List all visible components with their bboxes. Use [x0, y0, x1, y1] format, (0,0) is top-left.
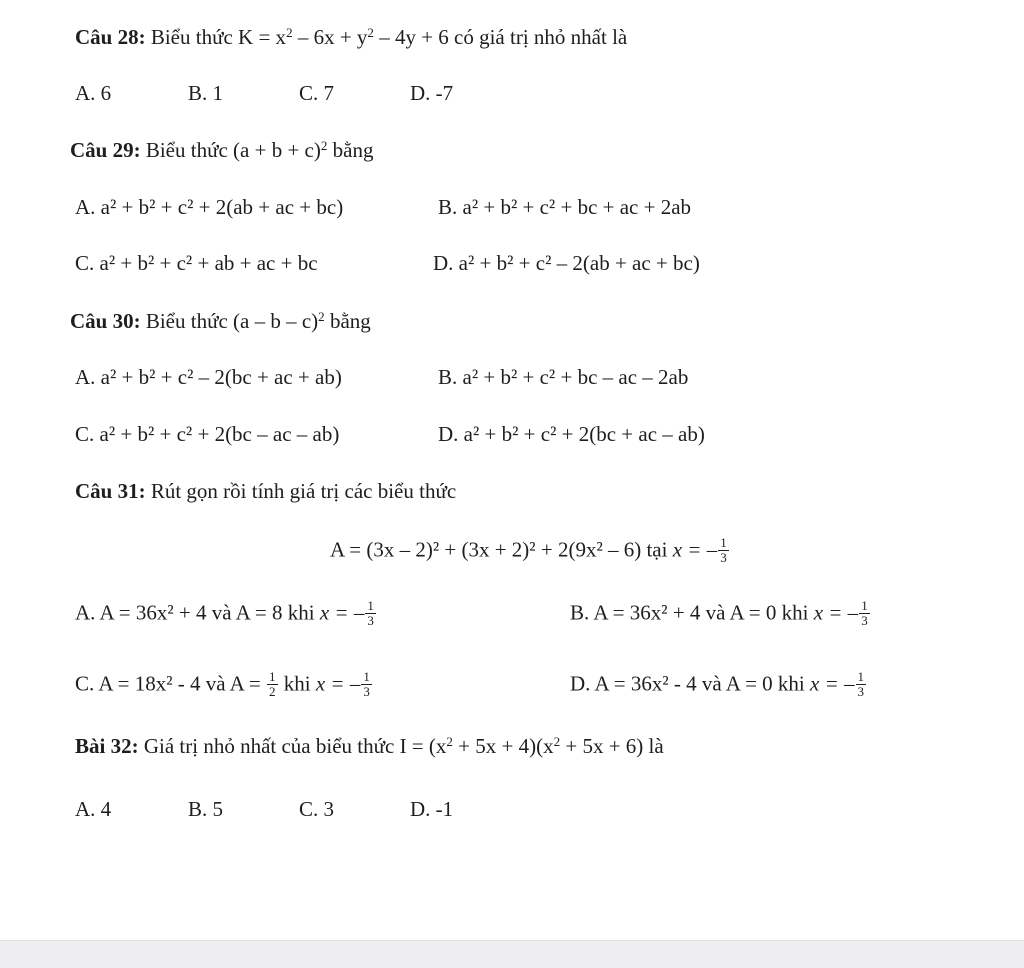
fraction-numerator: 1 — [363, 669, 370, 684]
q32-option-a: A. 4 — [75, 797, 112, 821]
exponent: 2 — [446, 733, 453, 749]
question-31 — [75, 481, 456, 502]
fraction-numerator: 1 — [720, 535, 727, 550]
fraction-numerator: 1 — [269, 669, 276, 684]
fraction-numerator: 1 — [857, 669, 864, 684]
question-32-label: Bài 32: — [75, 734, 139, 758]
x-equals: x = – — [315, 671, 361, 696]
question-28-text-mid: – 6x + y — [292, 25, 368, 49]
question-28-text: Biểu thức K = x — [150, 25, 287, 49]
question-29-label: Câu 29: — [70, 138, 141, 162]
q29-option-c: C. a² + b² + c² + ab + ac + bc — [75, 251, 318, 275]
q28-option-c: C. 7 — [299, 81, 335, 105]
q29-option-b: B. a² + b² + c² + bc + ac + 2ab — [438, 195, 692, 219]
fraction-one-third — [859, 599, 870, 628]
question-32-text-mid: + 5x + 4)(x — [452, 734, 554, 758]
bottom-toolbar-strip — [0, 940, 1024, 968]
fraction-denominator: 3 — [861, 613, 868, 628]
fraction-one-half — [267, 670, 278, 699]
q30-option-d: D. a² + b² + c² + 2(bc + ac – ab) — [438, 422, 705, 446]
q29-option-d: D. a² + b² + c² – 2(ab + ac + bc) — [433, 251, 700, 275]
exponent: 2 — [553, 733, 561, 749]
question-30-text: Biểu thức (a – b – c) — [145, 309, 319, 333]
q32-option-c: C. 3 — [299, 797, 335, 821]
q31-option-a-text: A. A = 36x² + 4 và A = 8 khi — [75, 600, 320, 625]
question-31-label: Câu 31: — [75, 479, 146, 503]
question-28-label: Câu 28: — [75, 25, 146, 49]
question-29-text-tail: bằng — [327, 138, 374, 162]
exponent: 2 — [286, 24, 293, 40]
fraction-one-third — [856, 670, 867, 699]
q31-option-d-text: D. A = 36x² - 4 và A = 0 khi — [570, 671, 810, 696]
q32-option-b: B. 5 — [188, 797, 224, 821]
question-32 — [75, 733, 664, 758]
expression-text: A = (3x – 2)² + (3x + 2)² + 2(9x² – 6) tại — [330, 537, 673, 562]
question-28-text-tail: – 4y + 6 có giá trị nhỏ nhất là — [373, 25, 628, 49]
q28-option-a: A. 6 — [75, 81, 112, 105]
fraction-denominator: 3 — [363, 684, 370, 699]
question-31-expression — [330, 537, 730, 566]
question-32-text-tail: + 5x + 6) là — [560, 734, 664, 758]
question-30-text-tail: bằng — [324, 309, 371, 333]
exponent: 2 — [367, 24, 374, 40]
x-equals: x = – — [810, 671, 855, 696]
q31-option-c-text: C. A = 18x² - 4 và A = — [75, 671, 266, 696]
x-equals: x = – — [813, 600, 859, 625]
fraction-numerator: 1 — [367, 598, 374, 613]
fraction-denominator: 2 — [269, 684, 276, 699]
x-equals: x = – — [672, 537, 718, 562]
fraction-one-third — [361, 670, 372, 699]
q30-option-a: A. a² + b² + c² – 2(bc + ac + ab) — [75, 365, 342, 389]
fraction-numerator: 1 — [861, 598, 868, 613]
exponent: 2 — [318, 308, 325, 324]
fraction-one-third — [365, 599, 376, 628]
question-30 — [70, 308, 371, 333]
question-31-text: Rút gọn rồi tính giá trị các biểu thức — [150, 479, 457, 503]
q31-option-c — [75, 671, 373, 700]
q31-option-d — [570, 671, 867, 700]
q28-option-b: B. 1 — [188, 81, 224, 105]
question-28 — [75, 24, 628, 49]
q28-option-d: D. -7 — [410, 81, 454, 105]
x-equals: x = – — [319, 600, 365, 625]
question-32-text: Giá trị nhỏ nhất của biểu thức I = (x — [143, 734, 447, 758]
exponent: 2 — [320, 137, 328, 153]
question-30-label: Câu 30: — [70, 309, 141, 333]
q31-option-a — [75, 600, 377, 629]
q32-option-d: D. -1 — [410, 797, 454, 821]
q31-option-c-khi: khi — [278, 671, 316, 696]
q30-option-c: C. a² + b² + c² + 2(bc – ac – ab) — [75, 422, 340, 446]
q31-option-b-text: B. A = 36x² + 4 và A = 0 khi — [570, 600, 814, 625]
q30-option-b: B. a² + b² + c² + bc – ac – 2ab — [438, 365, 689, 389]
q29-option-a: A. a² + b² + c² + 2(ab + ac + bc) — [75, 195, 344, 219]
fraction-denominator: 3 — [857, 684, 864, 699]
question-29-text: Biểu thức (a + b + c) — [145, 138, 321, 162]
fraction-denominator: 3 — [367, 613, 374, 628]
fraction-one-third — [718, 536, 729, 565]
fraction-denominator: 3 — [720, 550, 727, 565]
q31-option-b — [570, 600, 871, 629]
question-29 — [70, 137, 374, 162]
